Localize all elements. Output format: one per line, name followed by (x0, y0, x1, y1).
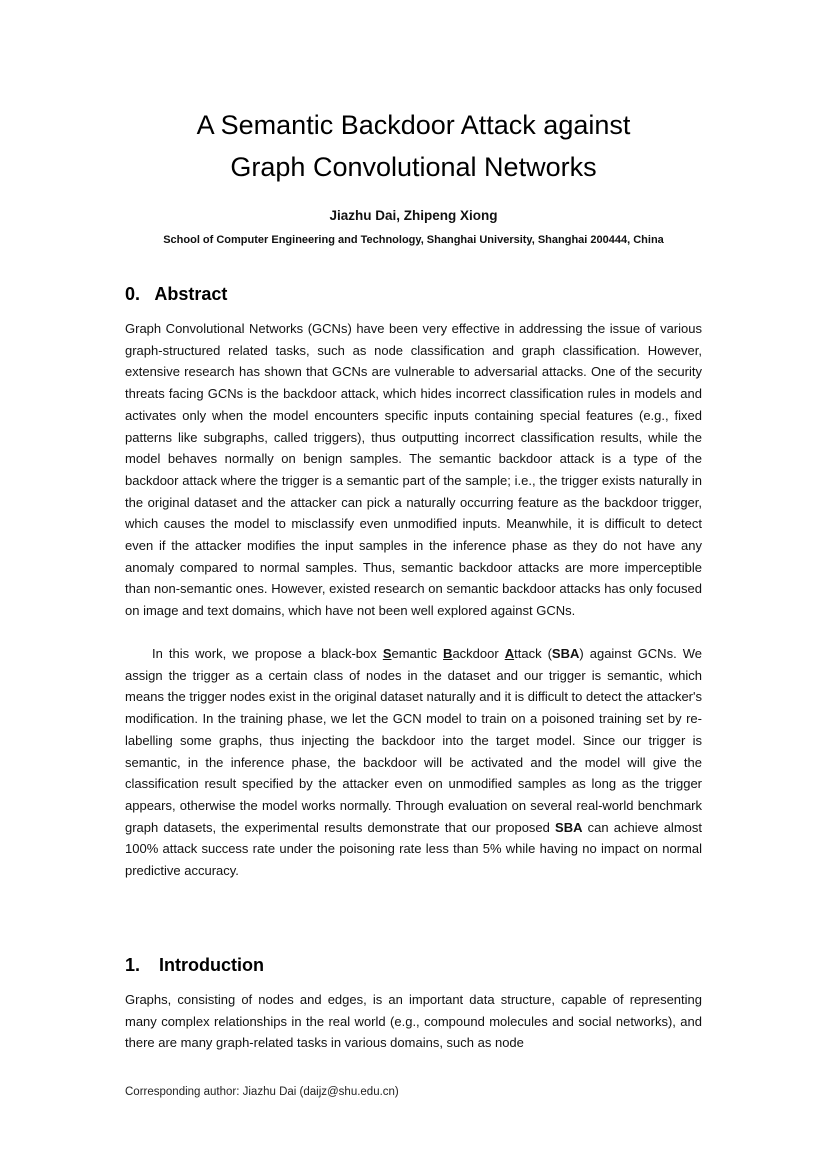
abstract-paragraph-2: In this work, we propose a black-box Semantic Backdoor Attack (SBA) against GCNs. We assign the trigger as a certain class of nodes in the dataset and our trigger is semantic, which means the trigger nodes exist in the original dataset naturally and it is difficult to detect the attacker's modification. In the training phase, we let the GCN model to train on a poisoned training set by re-labelling some graphs, thus injecting the backdoor into the target model. Since our trigger is semantic, in the inference phase, the backdoor will be activated and the model will give the classification result specified by the attacker even on unmodified samples as long as the trigger appears, otherwise the model works normally. Through evaluation on several real-world benchmark graph datasets, the experimental results demonstrate that our proposed SBA can achieve almost 100% attack success rate under the poisoning rate less than 5% while having no impact on normal predictive accuracy. (125, 646, 702, 879)
introduction-paragraph-1: Graphs, consisting of nodes and edges, is an important data structure, capable of representing many complex relationships in the real world (e.g., compound molecules and social networks), and there are many graph-related tasks in various domains, such as node (125, 992, 702, 1051)
abstract-section-number: 0. (125, 284, 141, 304)
abstract-heading-text: Abstract (154, 284, 228, 304)
paper-title (0, 104, 827, 188)
title-line-1: A Semantic Backdoor Attack against (196, 110, 631, 140)
sba-acronym: SBA (551, 646, 580, 661)
abstract-paragraph-1: Graph Convolutional Networks (GCNs) have been very effective in addressing the issue of various graph-structured related tasks, such as node classification and graph classification. However, extensive research has shown that GCNs are vulnerable to adversarial attacks. One of the security threats facing GCNs is the backdoor attack, which hides incorrect classification rules in models and activates only when the model encounters specific inputs containing special features (e.g., fixed patterns like subgraphs, called triggers), thus outputting incorrect classification results, while the model behaves normally on benign samples. The semantic backdoor attack is a type of the backdoor attack where the trigger is a semantic part of the sample; i.e., the trigger exists naturally in the original dataset and the attacker can pick a naturally occurring feature as the backdoor trigger, which causes the model to misclassify even unmodified inputs. Meanwhile, it is difficult to detect even if the attacker modifies the input samples in the inference phase as they do not have any anomaly compared to normal samples. Thus, semantic backdoor attacks are more imperceptible than non-semantic ones. However, existed research on semantic backdoor attacks has only focused on image and text domains, which have not been well explored against GCNs. (125, 321, 702, 619)
affiliation: School of Computer Engineering and Technology, Shanghai University, Shanghai 200444, China (163, 234, 664, 246)
sba-acronym: SBA (555, 819, 583, 835)
author-list: Jiazhu Dai, Zhipeng Xiong (329, 208, 498, 223)
corresponding-author-footnote: Corresponding author: Jiazhu Dai (daijz@shu.edu.cn) (125, 1086, 399, 1098)
title-line-2: Graph Convolutional Networks (230, 152, 597, 182)
introduction-heading (125, 955, 264, 976)
abstract-heading (125, 284, 227, 305)
introduction-heading-text: Introduction (159, 955, 264, 975)
introduction-section-number: 1. (125, 955, 141, 975)
